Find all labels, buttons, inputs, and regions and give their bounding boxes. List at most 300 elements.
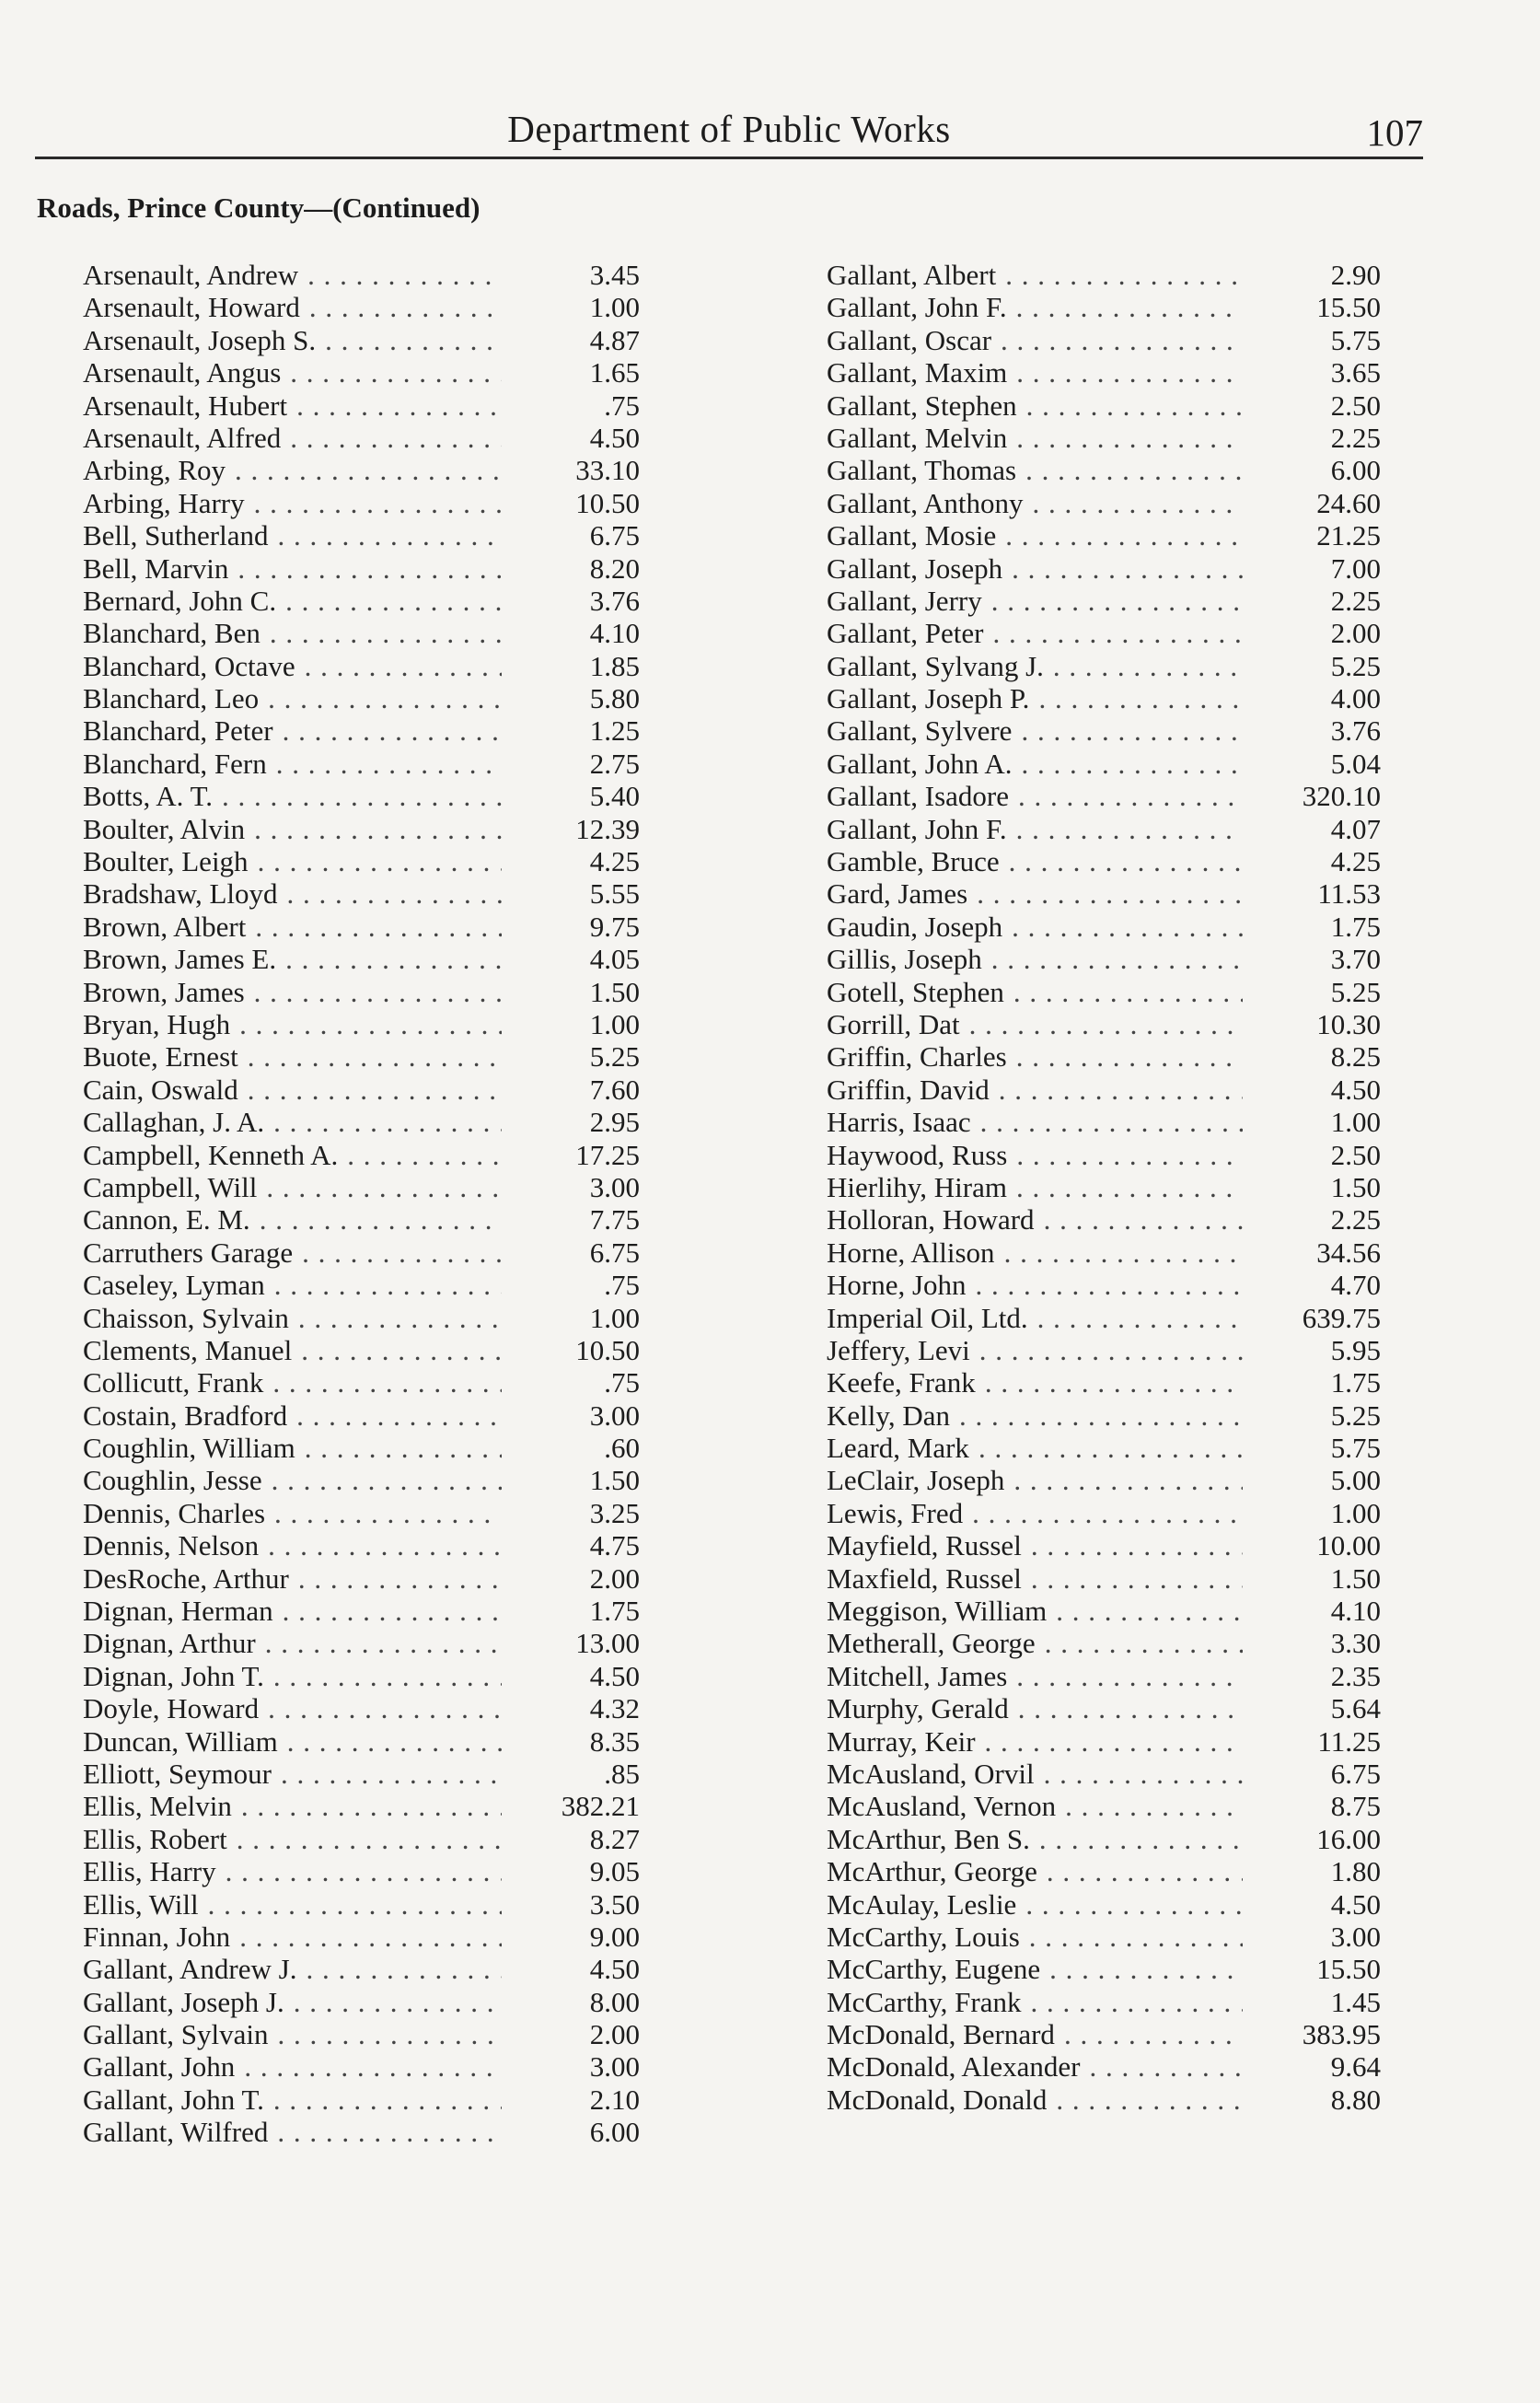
payee-name: Murray, Keir . . . (827, 1725, 1243, 1758)
list-item (83, 1627, 640, 1659)
payee-name: Finnan, John . . . (83, 1921, 502, 1953)
payment-amount: 5.75 (1330, 323, 1381, 356)
list-item (83, 1040, 640, 1073)
payee-name: Horne, John . . . (827, 1269, 1243, 1301)
payment-amount: 1.00 (589, 1007, 640, 1040)
payee-name: Dignan, Herman . . . (83, 1595, 502, 1627)
list-item (827, 976, 1381, 1008)
payment-amount: 5.25 (1330, 1399, 1381, 1432)
payment-amount: 320.10 (1302, 780, 1381, 813)
list-item (827, 877, 1381, 910)
payee-name: Bradshaw, Lloyd . . . (83, 877, 502, 910)
payment-amount: 5.04 (1330, 747, 1381, 780)
payment-amount: 8.20 (589, 551, 640, 585)
payment-amount: 1.45 (1330, 1985, 1381, 2018)
payee-name: Gallant, Oscar . . . (827, 324, 1243, 356)
payee-name: Gallant, Andrew J. . . . (83, 1953, 502, 1985)
payee-name: Bryan, Hugh . . . (83, 1008, 502, 1040)
list-item (827, 2018, 1381, 2050)
list-item (827, 1529, 1381, 1561)
payee-name: Doyle, Howard . . . (83, 1692, 502, 1724)
payee-name: Meggison, William . . . (827, 1595, 1243, 1627)
payee-name: Caseley, Lyman . . . (83, 1269, 502, 1301)
payee-name: Gallant, John F. . . . (827, 291, 1243, 323)
payment-amount: 12.39 (575, 812, 640, 845)
payee-name: Griffin, David . . . (827, 1074, 1243, 1106)
payee-name: Coughlin, William . . . (83, 1432, 502, 1464)
payment-amount: 24.60 (1316, 486, 1381, 519)
payee-name: Holloran, Howard . . . (827, 1203, 1243, 1236)
list-item (827, 1921, 1381, 1953)
payment-amount: 5.25 (1330, 975, 1381, 1008)
section-heading: Roads, Prince County—(Continued) (37, 192, 481, 224)
payment-amount: 3.00 (1330, 1920, 1381, 1953)
payment-amount: 11.25 (1317, 1724, 1381, 1758)
payee-name: Gallant, Anthony . . . (827, 487, 1243, 519)
payment-amount: 6.00 (589, 2116, 640, 2149)
list-item (827, 1040, 1381, 1073)
payee-name: Blanchard, Fern . . . (83, 748, 502, 780)
payee-name: Jeffery, Levi . . . (827, 1334, 1243, 1366)
payee-name: McAulay, Leslie . . . (827, 1888, 1243, 1921)
list-item (827, 552, 1381, 585)
payee-name: Griffin, Charles . . . (827, 1040, 1243, 1073)
list-item (83, 1203, 640, 1236)
payee-name: Leard, Mark . . . (827, 1432, 1243, 1464)
list-item (827, 585, 1381, 617)
payee-name: Dignan, Arthur . . . (83, 1627, 502, 1659)
payment-amount: 4.25 (589, 845, 640, 878)
list-item (83, 1823, 640, 1855)
list-item (83, 1497, 640, 1529)
right-column-list (827, 259, 1381, 2116)
list-item (827, 911, 1381, 943)
running-head (35, 99, 1423, 159)
payee-name: Haywood, Russ . . . (827, 1139, 1243, 1171)
payee-name: Gallant, Joseph J. . . . (83, 1986, 502, 2018)
payee-name: Elliott, Seymour . . . (83, 1758, 502, 1790)
list-item (83, 389, 640, 422)
list-item (83, 845, 640, 877)
payment-amount: 2.90 (1330, 259, 1381, 291)
list-item (83, 1986, 640, 2018)
payment-amount: 10.00 (1316, 1529, 1381, 1562)
payment-amount: 3.50 (589, 1887, 640, 1921)
payment-amount: 2.10 (589, 2083, 640, 2116)
payee-name: McAusland, Vernon . . . (827, 1790, 1243, 1822)
payment-amount: 17.25 (575, 1138, 640, 1171)
payee-name: McCarthy, Frank . . . (827, 1986, 1243, 2018)
payee-name: Harris, Isaac . . . (827, 1106, 1243, 1138)
payment-amount: 4.75 (589, 1529, 640, 1562)
payment-amount: 13.00 (575, 1627, 640, 1660)
payee-name: Gallant, Albert . . . (827, 259, 1243, 291)
payee-name: Murphy, Gerald . . . (827, 1692, 1243, 1724)
payee-name: Arsenault, Angus . . . (83, 356, 502, 389)
list-item (83, 1758, 640, 1790)
payee-name: Brown, James . . . (83, 976, 502, 1008)
payment-amount: 33.10 (575, 454, 640, 487)
list-item (827, 1302, 1381, 1334)
list-item (827, 356, 1381, 389)
list-item (83, 291, 640, 323)
payee-name: Gallant, Maxim . . . (827, 356, 1243, 389)
payee-name: DesRoche, Arthur . . . (83, 1562, 502, 1595)
list-item (83, 1366, 640, 1399)
payee-name: Gallant, Joseph P. . . . (827, 682, 1243, 714)
payee-name: Gamble, Bruce . . . (827, 845, 1243, 877)
payment-amount: 6.75 (589, 1236, 640, 1269)
payee-name: Arsenault, Andrew . . . (83, 259, 502, 291)
payment-amount: 11.53 (1317, 877, 1381, 911)
list-item (83, 519, 640, 551)
payee-name: Clements, Manuel . . . (83, 1334, 502, 1366)
payment-amount: 9.75 (589, 910, 640, 943)
list-item (827, 1758, 1381, 1790)
payee-name: Ellis, Harry . . . (83, 1855, 502, 1887)
payee-name: Gillis, Joseph . . . (827, 943, 1243, 975)
list-item (83, 324, 640, 356)
payment-amount: 8.27 (589, 1822, 640, 1855)
payment-amount: .85 (604, 1757, 640, 1790)
payment-amount: .75 (604, 1269, 640, 1302)
list-item (83, 1074, 640, 1106)
payee-name: Gallant, John T. . . . (83, 2084, 502, 2116)
payee-name: Ellis, Robert . . . (83, 1823, 502, 1855)
payee-name: Gallant, Stephen . . . (827, 389, 1243, 422)
list-item (83, 1562, 640, 1595)
payee-name: Gallant, Jerry . . . (827, 585, 1243, 617)
list-item (827, 2084, 1381, 2116)
payment-amount: 2.00 (589, 2018, 640, 2051)
payment-amount: 2.50 (1330, 389, 1381, 422)
list-item (83, 1529, 640, 1561)
list-item (83, 682, 640, 714)
list-item (827, 1432, 1381, 1464)
list-item (827, 1953, 1381, 1985)
payment-amount: 7.60 (589, 1073, 640, 1106)
payment-amount: 2.25 (1330, 1203, 1381, 1236)
payee-name: Bernard, John C. . . . (83, 585, 502, 617)
payment-amount: 6.75 (1330, 1757, 1381, 1790)
payment-amount: 10.50 (575, 486, 640, 519)
list-item (827, 324, 1381, 356)
list-item (827, 813, 1381, 845)
payment-amount: 5.25 (1330, 649, 1381, 682)
payment-amount: 9.00 (589, 1920, 640, 1953)
payment-amount: 2.25 (1330, 421, 1381, 454)
payee-name: Gallant, Mosie . . . (827, 519, 1243, 551)
payee-name: Carruthers Garage . . . (83, 1236, 502, 1269)
payee-name: Gallant, Sylvain . . . (83, 2018, 502, 2050)
payee-name: Gallant, Sylvang J. . . . (827, 650, 1243, 682)
list-item (827, 617, 1381, 649)
list-item (827, 714, 1381, 747)
list-item (83, 650, 640, 682)
payee-name: Ellis, Will . . . (83, 1888, 502, 1921)
list-item (827, 2050, 1381, 2083)
payment-amount: 1.25 (589, 714, 640, 748)
list-item (827, 780, 1381, 812)
list-item (83, 780, 640, 812)
payment-amount: 1.75 (1330, 1366, 1381, 1399)
page-number: 107 (1366, 111, 1423, 154)
payment-amount: 9.05 (589, 1855, 640, 1888)
payee-name: Campbell, Will . . . (83, 1171, 502, 1203)
list-item (827, 748, 1381, 780)
payee-name: Gallant, Melvin . . . (827, 422, 1243, 454)
payment-amount: 10.50 (575, 1333, 640, 1366)
payee-name: Dennis, Nelson . . . (83, 1529, 502, 1561)
payee-name: Arsenault, Hubert . . . (83, 389, 502, 422)
payee-name: Blanchard, Ben . . . (83, 617, 502, 649)
payment-amount: 2.00 (589, 1561, 640, 1595)
list-item (83, 1171, 640, 1203)
payee-name: Botts, A. T. . . . (83, 780, 502, 812)
payee-name: Metherall, George . . . (827, 1627, 1243, 1659)
list-item (83, 1236, 640, 1269)
payee-name: Imperial Oil, Ltd. . . . (827, 1302, 1243, 1334)
payee-name: McDonald, Alexander . . . (827, 2050, 1243, 2083)
payment-amount: 2.95 (589, 1106, 640, 1139)
payment-amount: 4.50 (589, 421, 640, 454)
list-item (83, 1953, 640, 1985)
payment-amount: 1.85 (589, 649, 640, 682)
payee-name: Costain, Bradford . . . (83, 1399, 502, 1432)
payee-name: Dignan, John T. . . . (83, 1660, 502, 1692)
list-item (827, 1171, 1381, 1203)
page-title: Department of Public Works (507, 108, 951, 150)
payment-amount: 5.80 (589, 682, 640, 715)
list-item (827, 1562, 1381, 1595)
list-item (827, 1595, 1381, 1627)
list-item (83, 1302, 640, 1334)
list-item (83, 911, 640, 943)
payment-amount: 639.75 (1302, 1301, 1381, 1334)
payee-name: Boulter, Leigh . . . (83, 845, 502, 877)
payee-name: Arsenault, Joseph S. . . . (83, 324, 502, 356)
payment-amount: 382.21 (561, 1790, 640, 1823)
payee-name: Gaudin, Joseph . . . (827, 911, 1243, 943)
list-item (83, 1855, 640, 1887)
list-item (827, 1008, 1381, 1040)
payment-amount: 16.00 (1316, 1822, 1381, 1855)
payment-amount: 15.50 (1316, 291, 1381, 324)
payee-name: McArthur, Ben S. . . . (827, 1823, 1243, 1855)
list-item (83, 1269, 640, 1301)
payment-amount: 2.35 (1330, 1659, 1381, 1692)
payee-name: Blanchard, Peter . . . (83, 714, 502, 747)
payee-name: Gallant, Sylvere . . . (827, 714, 1243, 747)
payment-amount: 5.25 (589, 1040, 640, 1074)
payment-amount: 1.50 (589, 1464, 640, 1497)
payee-name: Arbing, Harry . . . (83, 487, 502, 519)
payment-amount: 4.07 (1330, 812, 1381, 845)
payee-name: Brown, Albert . . . (83, 911, 502, 943)
payee-name: Lewis, Fred . . . (827, 1497, 1243, 1529)
list-item (83, 976, 640, 1008)
list-item (83, 1790, 640, 1822)
payment-amount: 4.50 (589, 1953, 640, 1986)
list-item (83, 259, 640, 291)
payment-amount: 4.70 (1330, 1269, 1381, 1302)
payee-name: LeClair, Joseph . . . (827, 1464, 1243, 1496)
payee-name: Gallant, Wilfred . . . (83, 2116, 502, 2148)
payment-amount: 4.87 (589, 323, 640, 356)
list-item (827, 1823, 1381, 1855)
list-item (827, 389, 1381, 422)
payee-name: McAusland, Orvil . . . (827, 1758, 1243, 1790)
list-item (83, 617, 640, 649)
list-item (827, 1366, 1381, 1399)
payment-amount: 3.00 (589, 2050, 640, 2084)
list-item (827, 845, 1381, 877)
payment-amount: 7.75 (589, 1203, 640, 1236)
list-item (827, 1497, 1381, 1529)
payment-amount: 1.00 (1330, 1496, 1381, 1529)
list-item (827, 1236, 1381, 1269)
payment-amount: 1.50 (589, 975, 640, 1008)
payment-amount: 383.95 (1302, 2018, 1381, 2051)
payee-name: Brown, James E. . . . (83, 943, 502, 975)
payee-name: Callaghan, J. A. . . . (83, 1106, 502, 1138)
payee-name: Gorrill, Dat . . . (827, 1008, 1243, 1040)
payee-name: Blanchard, Octave . . . (83, 650, 502, 682)
payment-amount: 4.05 (589, 943, 640, 976)
payee-name: Arbing, Roy . . . (83, 454, 502, 486)
list-item (83, 422, 640, 454)
list-item (827, 1464, 1381, 1496)
payee-name: Gotell, Stephen . . . (827, 976, 1243, 1008)
payment-amount: 7.00 (1330, 551, 1381, 585)
payee-name: Gallant, Joseph . . . (827, 552, 1243, 585)
payee-name: McDonald, Donald . . . (827, 2084, 1243, 2116)
payment-amount: 4.32 (589, 1692, 640, 1725)
payment-amount: 1.75 (589, 1595, 640, 1628)
payment-amount: 34.56 (1316, 1236, 1381, 1269)
payment-amount: 4.25 (1330, 845, 1381, 878)
payment-amount: 1.65 (589, 356, 640, 389)
payee-name: Blanchard, Leo . . . (83, 682, 502, 714)
payee-name: Chaisson, Sylvain . . . (83, 1302, 502, 1334)
payment-amount: 8.75 (1330, 1790, 1381, 1823)
payee-name: Gallant, Isadore . . . (827, 780, 1243, 812)
list-item (83, 1595, 640, 1627)
left-column-list (83, 259, 640, 2149)
payment-amount: 10.30 (1316, 1007, 1381, 1040)
payment-amount: 4.10 (1330, 1595, 1381, 1628)
payment-amount: 4.00 (1330, 682, 1381, 715)
payee-name: Mitchell, James . . . (827, 1660, 1243, 1692)
list-item (83, 487, 640, 519)
payee-name: Cain, Oswald . . . (83, 1074, 502, 1106)
payee-name: Arsenault, Howard . . . (83, 291, 502, 323)
payee-name: Coughlin, Jesse . . . (83, 1464, 502, 1496)
payee-name: Ellis, Melvin . . . (83, 1790, 502, 1822)
payee-name: Kelly, Dan . . . (827, 1399, 1243, 1432)
list-item (83, 1334, 640, 1366)
list-item (827, 1334, 1381, 1366)
payee-name: Gallant, John A. . . . (827, 748, 1243, 780)
list-item (83, 1008, 640, 1040)
list-item (827, 454, 1381, 486)
list-item (83, 1399, 640, 1432)
list-item (83, 1921, 640, 1953)
list-item (827, 943, 1381, 975)
list-item (827, 1139, 1381, 1171)
payment-amount: 8.00 (589, 1985, 640, 2018)
payee-name: Gallant, Thomas . . . (827, 454, 1243, 486)
list-item (827, 422, 1381, 454)
payment-amount: 3.70 (1330, 943, 1381, 976)
payee-name: Bell, Sutherland . . . (83, 519, 502, 551)
payment-amount: 4.50 (589, 1659, 640, 1692)
list-item (83, 2116, 640, 2148)
list-item (827, 650, 1381, 682)
payment-amount: .75 (604, 389, 640, 422)
payment-amount: 1.50 (1330, 1170, 1381, 1203)
payment-amount: 2.75 (589, 747, 640, 780)
list-item (827, 487, 1381, 519)
list-item (827, 1074, 1381, 1106)
payment-amount: 5.75 (1330, 1432, 1381, 1465)
payee-name: Cannon, E. M. . . . (83, 1203, 502, 1236)
payment-amount: 1.00 (589, 291, 640, 324)
payee-name: Collicutt, Frank . . . (83, 1366, 502, 1399)
list-item (827, 519, 1381, 551)
list-item (83, 1106, 640, 1138)
payee-name: McArthur, George . . . (827, 1855, 1243, 1887)
payment-amount: 1.00 (589, 1301, 640, 1334)
list-item (827, 1725, 1381, 1758)
list-item (83, 1139, 640, 1171)
payment-amount: 1.75 (1330, 910, 1381, 943)
payment-amount: 21.25 (1316, 519, 1381, 552)
list-item (83, 1692, 640, 1724)
list-item (827, 1627, 1381, 1659)
payment-amount: 8.25 (1330, 1040, 1381, 1074)
payment-amount: 5.40 (589, 780, 640, 813)
payee-name: Maxfield, Russel . . . (827, 1562, 1243, 1595)
list-item (83, 1432, 640, 1464)
list-item (83, 2050, 640, 2083)
list-item (827, 1203, 1381, 1236)
list-item (83, 1888, 640, 1921)
payment-amount: 3.76 (1330, 714, 1381, 748)
list-item (83, 813, 640, 845)
payment-amount: 2.00 (1330, 617, 1381, 650)
list-item (827, 259, 1381, 291)
payee-name: Boulter, Alvin . . . (83, 813, 502, 845)
payee-name: Buote, Ernest . . . (83, 1040, 502, 1073)
list-item (83, 877, 640, 910)
payment-amount: 3.00 (589, 1399, 640, 1432)
list-item (827, 1660, 1381, 1692)
payment-amount: .60 (604, 1432, 640, 1465)
payee-name: McDonald, Bernard . . . (827, 2018, 1243, 2050)
payee-name: Gallant, John F. . . . (827, 813, 1243, 845)
payment-amount: 3.30 (1330, 1627, 1381, 1660)
payee-name: McCarthy, Eugene . . . (827, 1953, 1243, 1985)
payee-name: Arsenault, Alfred . . . (83, 422, 502, 454)
payment-amount: 9.64 (1330, 2050, 1381, 2084)
payment-amount: .75 (604, 1366, 640, 1399)
list-item (827, 291, 1381, 323)
payment-amount: 6.75 (589, 519, 640, 552)
list-item (827, 1106, 1381, 1138)
list-item (83, 1725, 640, 1758)
list-item (83, 2018, 640, 2050)
